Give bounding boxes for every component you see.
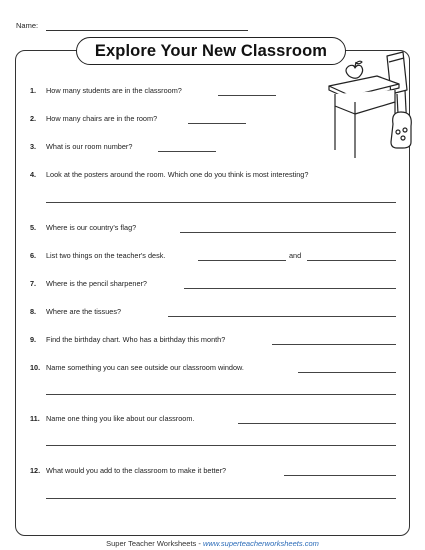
question-10: 10. Name something you can see outside our classroom window. — [30, 363, 244, 372]
answer-line-9[interactable] — [272, 344, 396, 345]
answer-line-6a[interactable] — [198, 260, 286, 261]
answer-line-12b[interactable] — [46, 498, 396, 499]
question-9: 9. Find the birthday chart. Who has a birthday this month? — [30, 335, 226, 344]
answer-line-2[interactable] — [188, 123, 246, 124]
question-8: 8. Where are the tissues? — [30, 307, 122, 316]
answer-line-11a[interactable] — [238, 423, 396, 424]
answer-line-6b[interactable] — [307, 260, 396, 261]
question-7: 7. Where is the pencil sharpener? — [30, 279, 147, 288]
question-5: 5. Where is our country's flag? — [30, 223, 137, 232]
answer-line-4[interactable] — [46, 202, 396, 203]
question-4: 4. Look at the posters around the room. Which one do you think is most interesting? — [30, 170, 309, 179]
worksheet-title: Explore Your New Classroom — [76, 37, 346, 65]
question-2: 2. How many chairs are in the room? — [30, 114, 158, 123]
footer-link[interactable]: www.superteacherworksheets.com — [202, 539, 319, 548]
question-6: 6. List two things on the teacher's desk. — [30, 251, 166, 260]
answer-line-10b[interactable] — [46, 394, 396, 395]
answer-line-11b[interactable] — [46, 445, 396, 446]
answer-line-1[interactable] — [218, 95, 276, 96]
footer: Super Teacher Worksheets - www.superteacherworksheets.com — [106, 539, 319, 548]
answer-line-8[interactable] — [168, 316, 396, 317]
answer-line-3[interactable] — [158, 151, 216, 152]
answer-line-7[interactable] — [184, 288, 396, 289]
question-6-joiner: and — [289, 251, 302, 260]
answer-line-12a[interactable] — [284, 475, 396, 476]
name-label: Name: — [16, 21, 39, 30]
question-1: 1. How many students are in the classroom? — [30, 86, 182, 95]
school-desk-illustration — [325, 46, 415, 164]
question-11: 11. Name one thing you like about our classroom. — [30, 414, 195, 423]
question-3: 3. What is our room number? — [30, 142, 133, 151]
answer-line-10a[interactable] — [298, 372, 396, 373]
name-field[interactable] — [46, 30, 248, 31]
answer-line-5[interactable] — [180, 232, 396, 233]
question-12: 12. What would you add to the classroom to make it better? — [30, 466, 227, 475]
